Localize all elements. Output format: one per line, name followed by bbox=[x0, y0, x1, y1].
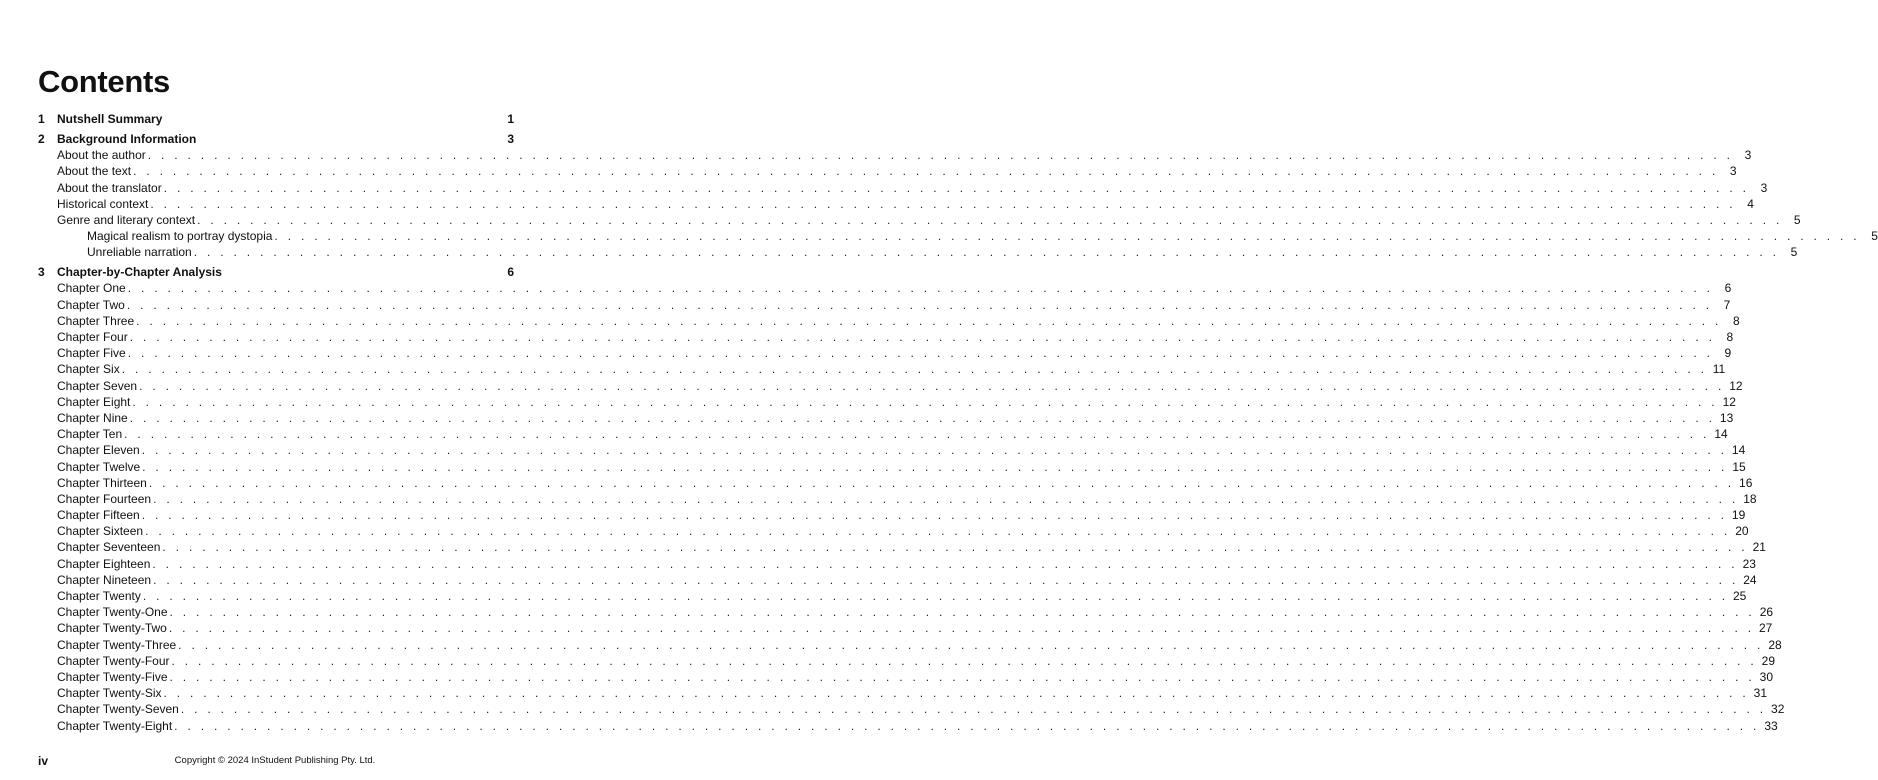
entry-page-number: 26 bbox=[1759, 605, 1774, 620]
toc-entry[interactable] bbox=[38, 588, 1747, 604]
entry-page-number: 24 bbox=[1743, 572, 1757, 587]
entry-title: Chapter Twenty-Five bbox=[57, 669, 168, 684]
toc-entry[interactable] bbox=[38, 475, 1753, 491]
entry-page-number: 29 bbox=[1761, 653, 1776, 668]
entry-page-number: 5 bbox=[1871, 229, 1878, 244]
dot-leader: . . . . . . . . . . . . . . . . . . . . . . . . . . . . . . . . . . . . . . . . . . . . . . . . . . . . . . . . . . . . . . . . . . . . . . . . . . . . . . . . . . . . . . . . . . . . . . . . . . . . . . . . . . . . . . . . . . . . . . . . bbox=[133, 164, 1719, 179]
dot-leader: . . . . . . . . . . . . . . . . . . . . . . . . . . . . . . . . . . . . . . . . . . . . . . . . . . . . . . . . . . . . . . . . . . . . . . . . . . . . . . . . . . . . . . . . . . . . . . . . . . . . . . . . . . . . . . . . . . . . . . . . bbox=[124, 427, 1710, 442]
entry-page-number: 31 bbox=[1753, 686, 1768, 701]
entry-page-number: 7 bbox=[1723, 297, 1731, 312]
section-number: 1 bbox=[38, 112, 45, 126]
dot-leader: . . . . . . . . . . . . . . . . . . . . . . . . . . . . . . . . . . . . . . . . . . . . . . . . . . . . . . . . . . . . . . . . . . . . . . . . . . . . . . . . . . . . . . . . . . . . . . . . . . . . . . . . . . . . . . . . . . . . . . . . bbox=[153, 572, 1739, 587]
dot-leader: . . . . . . . . . . . . . . . . . . . . . . . . . . . . . . . . . . . . . . . . . . . . . . . . . . . . . . . . . . . . . . . . . . . . . . . . . . . . . . . . . . . . . . . . . . . . . . . . . . . . . . . . . . . . . . . . . . . . . . . . bbox=[147, 148, 1734, 163]
copyright-notice: Copyright © 2024 InStudent Publishing Pty. Ltd. bbox=[174, 755, 376, 766]
entry-title: Chapter Twenty bbox=[57, 589, 141, 604]
toc-entry[interactable] bbox=[38, 556, 1756, 572]
toc-entry[interactable] bbox=[38, 620, 1773, 636]
entry-title: Chapter Eight bbox=[57, 394, 131, 409]
entry-title: Chapter Seven bbox=[57, 378, 138, 393]
entry-title: Chapter Sixteen bbox=[57, 524, 144, 539]
entry-page-number: 3 bbox=[1760, 180, 1768, 195]
entry-title: About the author bbox=[57, 148, 146, 163]
dot-leader: . . . . . . . . . . . . . . . . . . . . . . . . . . . . . . . . . . . . . . . . . . . . . . . . . . . . . . . . . . . . . . . . . . . . . . . . . . . . . . . . . . . . . . . . . . . . . . . . . . . . . . . . . . . . . . . . . . . . . . . . bbox=[152, 556, 1738, 571]
dot-leader: . . . . . . . . . . . . . . . . . . . . . . . . . . . . . . . . . . . . . . . . . . . . . . . . . . . . . . . . . . . . . . . . . . . . . . . . . . . . . . . . . . . . . . . . . . . . . . . . . . . . . . . . . . . . . . . . . . . . . . . . bbox=[163, 686, 1750, 701]
entry-page-number: 3 bbox=[1744, 148, 1752, 163]
entry-page-number: 16 bbox=[1739, 475, 1753, 490]
toc-entry[interactable] bbox=[38, 426, 1728, 442]
entry-title: Chapter Twenty-Two bbox=[57, 621, 167, 636]
entry-page-number: 21 bbox=[1752, 540, 1766, 555]
toc-entry[interactable] bbox=[38, 653, 1776, 669]
dot-leader: . . . . . . . . . . . . . . . . . . . . . . . . . . . . . . . . . . . . . . . . . . . . . . . . . . . . . . . . . . . . . . . . . . . . . . . . . . . . . . . . . . . . . . . . . . . . . . . . . . . . . . . . . . . . . . . . . . . . . . . . bbox=[141, 443, 1728, 458]
toc-entry[interactable] bbox=[38, 345, 1732, 361]
entry-page-number: 9 bbox=[1724, 346, 1732, 361]
entry-page-number: 18 bbox=[1743, 491, 1757, 506]
dot-leader: . . . . . . . . . . . . . . . . . . . . . . . . . . . . . . . . . . . . . . . . . . . . . . . . . . . . . . . . . . . . . . . . . . . . . . . . . . . . . . . . . . . . . . . . . . . . . . . . . . . . . . . . . . . . . . . . . . . . . . . . bbox=[150, 196, 1736, 211]
entry-title: Chapter Twenty-Four bbox=[57, 653, 170, 668]
toc-entry[interactable] bbox=[38, 701, 1785, 717]
dot-leader: . . . . . . . . . . . . . . . . . . . . . . . . . . . . . . . . . . . . . . . . . . . . . . . . . . . . . . . . . . . . . . . . . . . . . . . . . . . . . . . . . . . . . . . . . . . . . . . . . . . . . . . . . . . . . . . . . . . . . . . . bbox=[129, 330, 1716, 345]
dot-leader: . . . . . . . . . . . . . . . . . . . . . . . . . . . . . . . . . . . . . . . . . . . . . . . . . . . . . . . . . . . . . . . . . . . . . . . . . . . . . . . . . . . . . . . . . . . . . . . . . . . . . . . . . . . . . . . . . . . . . . . . bbox=[127, 346, 1714, 361]
toc-entry[interactable] bbox=[38, 637, 1782, 653]
toc-entry[interactable] bbox=[38, 212, 1801, 228]
section-page-number: 3 bbox=[507, 131, 514, 146]
dot-leader: . . . . . . . . . . . . . . . . . . . . . . . . . . . . . . . . . . . . . . . . . . . . . . . . . . . . . . . . . . . . . . . . . . . . . . . . . . . . . . . . . . . . . . . . . . . . . . . . . . . . . . . . . . . . . . . . . . . . . . . . bbox=[193, 245, 1780, 260]
entry-title: Genre and literary context bbox=[57, 212, 196, 227]
entry-page-number: 12 bbox=[1729, 378, 1743, 393]
dot-leader: . . . . . . . . . . . . . . . . . . . . . . . . . . . . . . . . . . . . . . . . . . . . . . . . . . . . . . . . . . . . . . . . . . . . . . . . . . . . . . . . . . . . . . . . . . . . . . . . . . . . . . . . . . . . . . . . . . . . . . . . bbox=[169, 669, 1756, 684]
entry-title: Chapter Seventeen bbox=[57, 540, 161, 555]
dot-leader: . . . . . . . . . . . . . . . . . . . . . . . . . . . . . . . . . . . . . . . . . . . . . . . . . . . . . . . . . . . . . . . . . . . . . . . . . . . . . . . . . . . . . . . . . . . . . . . . . . . . . . . . . . . . . . . . . . . . . . . . bbox=[136, 313, 1722, 328]
toc-entry[interactable] bbox=[38, 180, 1768, 196]
entry-title: Chapter Eleven bbox=[57, 443, 140, 458]
page-title: Contents bbox=[38, 64, 170, 99]
section-number: 3 bbox=[38, 265, 45, 280]
dot-leader: . . . . . . . . . . . . . . . . . . . . . . . . . . . . . . . . . . . . . . . . . . . . . . . . . . . . . . . . . . . . . . . . . . . . . . . . . . . . . . . . . . . . . . . . . . . . . . . . . . . . . . . . . . . . . . . . . . . . . . . . bbox=[127, 281, 1714, 296]
toc-entry[interactable] bbox=[38, 718, 1778, 734]
dot-leader: . . . . . . . . . . . . . . . . . . . . . . . . . . . . . . . . . . . . . . . . . . . . . . . . . . . . . . . . . . . . . . . . . . . . . . . . . . . . . . . . . . . . . . . . . . . . . . . . . . . . . . . . . . . . . . . . . . . . . . . . bbox=[163, 180, 1750, 195]
entry-title: Chapter Ten bbox=[57, 427, 123, 442]
entry-title: Chapter Nine bbox=[57, 410, 128, 425]
toc-subentry[interactable] bbox=[38, 228, 1878, 244]
toc-entry[interactable] bbox=[38, 147, 1752, 163]
toc-section-heading[interactable] bbox=[38, 111, 514, 127]
entry-page-number: 27 bbox=[1759, 621, 1773, 636]
dot-leader: . . . . . . . . . . . . . . . . . . . . . . . . . . . . . . . . . . . . . . . . . . . . . . . . . . . . . . . . . . . . . . . . . . . . . . . . . . . . . . . . . . . . . . . . . . . . . . . . . . . . . . . . . . . . . . . . . . . . . . . . bbox=[145, 524, 1731, 539]
entry-title: Chapter One bbox=[57, 281, 126, 296]
entry-page-number: 23 bbox=[1742, 556, 1756, 571]
dot-leader: . . . . . . . . . . . . . . . . . . . . . . . . . . . . . . . . . . . . . . . . . . . . . . . . . . . . . . . . . . . . . . . . . . . . . . . . . . . . . . . . . . . . . . . . . . . . . . . . . . . . . . . . . . . . . . . . . . . . . . . . bbox=[121, 362, 1708, 377]
toc-subentry[interactable] bbox=[38, 244, 1798, 260]
toc-entry[interactable] bbox=[38, 539, 1766, 555]
entry-title: Chapter Twenty-Seven bbox=[57, 702, 179, 717]
entry-page-number: 28 bbox=[1768, 637, 1782, 652]
toc-entry[interactable] bbox=[38, 196, 1754, 212]
toc-entry[interactable] bbox=[38, 669, 1774, 685]
entry-title: Chapter Four bbox=[57, 330, 128, 345]
entry-title: Chapter Five bbox=[57, 346, 126, 361]
toc-entry[interactable] bbox=[38, 313, 1740, 329]
entry-title: Historical context bbox=[57, 196, 149, 211]
page-footer bbox=[0, 754, 550, 770]
entry-title: About the text bbox=[57, 164, 132, 179]
entry-title: Chapter Fourteen bbox=[57, 491, 152, 506]
entry-page-number: 5 bbox=[1790, 245, 1798, 260]
entry-page-number: 3 bbox=[1729, 164, 1737, 179]
dot-leader: . . . . . . . . . . . . . . . . . . . . . . . . . . . . . . . . . . . . . . . . . . . . . . . . . . . . . . . . . . . . . . . . . . . . . . . . . . . . . . . . . . . . . . . . . . . . . . . . . . . . . . . . . . . . . . . . . . . . . . . . bbox=[197, 212, 1783, 227]
toc-entry[interactable] bbox=[38, 163, 1737, 179]
entry-title: Magical realism to portray dystopia bbox=[87, 229, 273, 244]
toc-entry[interactable] bbox=[38, 410, 1734, 426]
dot-leader: . . . . . . . . . . . . . . . . . . . . . . . . . . . . . . . . . . . . . . . . . . . . . . . . . . . . . . . . . . . . . . . . . . . . . . . . . . . . . . . . . . . . . . . . . . . . . . . . . . . . . . . . . . . . . . . . . . . . . . . . bbox=[139, 378, 1725, 393]
entry-title: Chapter Thirteen bbox=[57, 475, 147, 490]
section-number: 2 bbox=[38, 131, 45, 146]
entry-title: Chapter Nineteen bbox=[57, 572, 152, 587]
toc-section-heading[interactable] bbox=[38, 264, 514, 280]
entry-page-number: 15 bbox=[1732, 459, 1746, 474]
entry-title: Chapter Six bbox=[57, 362, 120, 377]
toc-entry[interactable] bbox=[38, 378, 1743, 394]
dot-leader: . . . . . . . . . . . . . . . . . . . . . . . . . . . . . . . . . . . . . . . . . . . . . . . . . . . . . . . . . . . . . . . . . . . . . . . . . . . . . . . . . . . . . . . . . . . . . . . . . . . . . . . . . . . . . . . . . . . . . . . . bbox=[153, 491, 1739, 506]
dot-leader: . . . . . . . . . . . . . . . . . . . . . . . . . . . . . . . . . . . . . . . . . . . . . . . . . . . . . . . . . . . . . . . . . . . . . . . . . . . . . . . . . . . . . . . . . . . . . . . . . . . . . . . . . . . . . . . . . . . . . . . . bbox=[126, 297, 1713, 312]
toc-entry[interactable] bbox=[38, 442, 1746, 458]
entry-title: Chapter Twenty-Eight bbox=[57, 718, 173, 733]
section-title: Nutshell Summary bbox=[57, 112, 163, 126]
dot-leader: . . . . . . . . . . . . . . . . . . . . . . . . . . . . . . . . . . . . . . . . . . . . . . . . . . . . . . . . . . . . . . . . . . . . . . . . . . . . . . . . . . . . . . . . . . . . . . . . . . . . . . . . . . . . . . . . . . . . . . . . bbox=[180, 702, 1767, 717]
entry-title: Chapter Three bbox=[57, 313, 135, 328]
toc-section-heading[interactable] bbox=[38, 131, 514, 147]
toc-entry[interactable] bbox=[38, 394, 1736, 410]
entry-page-number: 33 bbox=[1764, 718, 1778, 733]
dot-leader: . . . . . . . . . . . . . . . . . . . . . . . . . . . . . . . . . . . . . . . . . . . . . . . . . . . . . . . . . . . . . . . . . . . . . . . . . . . . . . . . . . . . . . . . . . . . . . . . . . . . . . . . . . . . . . . . . . . . . . . . bbox=[142, 459, 1728, 474]
entry-title: Chapter Two bbox=[57, 297, 125, 312]
toc-entry[interactable] bbox=[38, 685, 1768, 701]
dot-leader: . . . . . . . . . . . . . . . . . . . . . . . . . . . . . . . . . . . . . . . . . . . . . . . . . . . . . . . . . . . . . . . . . . . . . . . . . . . . . . . . . . . . . . . . . . . . . . . . . . . . . . . . . . . . . . . . . . . . . . . . bbox=[178, 637, 1764, 652]
toc-entry[interactable] bbox=[38, 507, 1746, 523]
table-of-contents bbox=[38, 111, 1878, 734]
dot-leader: . . . . . . . . . . . . . . . . . . . . . . . . . . . . . . . . . . . . . . . . . . . . . . . . . . . . . . . . . . . . . . . . . . . . . . . . . . . . . . . . . . . . . . . . . . . . . . . . . . . . . . . . . . . . . . . . . . . . . . . . bbox=[162, 540, 1748, 555]
page-folio: iv bbox=[38, 754, 49, 768]
toc-entry[interactable] bbox=[38, 491, 1757, 507]
entry-title: Chapter Twelve bbox=[57, 459, 141, 474]
entry-page-number: 32 bbox=[1771, 702, 1785, 717]
toc-entry[interactable] bbox=[38, 572, 1757, 588]
entry-page-number: 14 bbox=[1714, 427, 1728, 442]
dot-leader: . . . . . . . . . . . . . . . . . . . . . . . . . . . . . . . . . . . . . . . . . . . . . . . . . . . . . . . . . . . . . . . . . . . . . . . . . . . . . . . . . . . . . . . . . . . . . . . . . . . . . . . . . . . . . . . . . . . . . . . . bbox=[168, 621, 1755, 636]
dot-leader: . . . . . . . . . . . . . . . . . . . . . . . . . . . . . . . . . . . . . . . . . . . . . . . . . . . . . . . . . . . . . . . . . . . . . . . . . . . . . . . . . . . . . . . . . . . . . . . . . . . . . . . . . . . . . . . . . . . . . . . . bbox=[141, 508, 1728, 523]
entry-page-number: 20 bbox=[1735, 524, 1749, 539]
section-page-number: 1 bbox=[507, 112, 514, 126]
dot-leader: . . . . . . . . . . . . . . . . . . . . . . . . . . . . . . . . . . . . . . . . . . . . . . . . . . . . . . . . . . . . . . . . . . . . . . . . . . . . . . . . . . . . . . . . . . . . . . . . . . . . . . . . . . . . . . . . . . . . . . . . bbox=[274, 229, 1860, 244]
toc-entry[interactable] bbox=[38, 329, 1734, 345]
dot-leader: . . . . . . . . . . . . . . . . . . . . . . . . . . . . . . . . . . . . . . . . . . . . . . . . . . . . . . . . . . . . . . . . . . . . . . . . . . . . . . . . . . . . . . . . . . . . . . . . . . . . . . . . . . . . . . . . . . . . . . . . bbox=[142, 589, 1729, 604]
toc-entry[interactable] bbox=[38, 361, 1726, 377]
entry-page-number: 30 bbox=[1759, 669, 1774, 684]
dot-leader: . . . . . . . . . . . . . . . . . . . . . . . . . . . . . . . . . . . . . . . . . . . . . . . . . . . . . . . . . . . . . . . . . . . . . . . . . . . . . . . . . . . . . . . . . . . . . . . . . . . . . . . . . . . . . . . . . . . . . . . . bbox=[169, 605, 1756, 620]
section-title: Chapter-by-Chapter Analysis bbox=[57, 265, 222, 280]
toc-entry[interactable] bbox=[38, 297, 1731, 313]
entry-page-number: 11 bbox=[1712, 362, 1726, 377]
section-page-number: 6 bbox=[507, 265, 514, 280]
entry-title: Chapter Twenty-Three bbox=[57, 637, 177, 652]
toc-entry[interactable] bbox=[38, 280, 1732, 296]
entry-title: About the translator bbox=[57, 180, 162, 195]
dot-leader: . . . . . . . . . . . . . . . . . . . . . . . . . . . . . . . . . . . . . . . . . . . . . . . . . . . . . . . . . . . . . . . . . . . . . . . . . . . . . . . . . . . . . . . . . . . . . . . . . . . . . . . . . . . . . . . . . . . . . . . . bbox=[171, 653, 1758, 668]
entry-title: Chapter Eighteen bbox=[57, 556, 151, 571]
entry-page-number: 4 bbox=[1747, 196, 1754, 211]
entry-title: Chapter Twenty-Six bbox=[57, 686, 162, 701]
entry-page-number: 25 bbox=[1733, 589, 1747, 604]
entry-page-number: 14 bbox=[1731, 443, 1746, 458]
entry-title: Chapter Twenty-One bbox=[57, 605, 168, 620]
entry-page-number: 5 bbox=[1793, 212, 1801, 227]
entry-page-number: 19 bbox=[1731, 508, 1746, 523]
entry-title: Chapter Fifteen bbox=[57, 508, 140, 523]
entry-title: Unreliable narration bbox=[87, 245, 192, 260]
entry-page-number: 12 bbox=[1722, 394, 1736, 409]
entry-page-number: 6 bbox=[1724, 281, 1732, 296]
toc-entry[interactable] bbox=[38, 604, 1774, 620]
dot-leader: . . . . . . . . . . . . . . . . . . . . . . . . . . . . . . . . . . . . . . . . . . . . . . . . . . . . . . . . . . . . . . . . . . . . . . . . . . . . . . . . . . . . . . . . . . . . . . . . . . . . . . . . . . . . . . . . . . . . . . . . bbox=[129, 410, 1716, 425]
dot-leader: . . . . . . . . . . . . . . . . . . . . . . . . . . . . . . . . . . . . . . . . . . . . . . . . . . . . . . . . . . . . . . . . . . . . . . . . . . . . . . . . . . . . . . . . . . . . . . . . . . . . . . . . . . . . . . . . . . . . . . . . bbox=[148, 475, 1735, 490]
section-title: Background Information bbox=[57, 131, 197, 146]
entry-page-number: 8 bbox=[1733, 313, 1740, 328]
entry-page-number: 8 bbox=[1726, 330, 1734, 345]
dot-leader: . . . . . . . . . . . . . . . . . . . . . . . . . . . . . . . . . . . . . . . . . . . . . . . . . . . . . . . . . . . . . . . . . . . . . . . . . . . . . . . . . . . . . . . . . . . . . . . . . . . . . . . . . . . . . . . . . . . . . . . . bbox=[174, 718, 1760, 733]
toc-entry[interactable] bbox=[38, 459, 1746, 475]
dot-leader: . . . . . . . . . . . . . . . . . . . . . . . . . . . . . . . . . . . . . . . . . . . . . . . . . . . . . . . . . . . . . . . . . . . . . . . . . . . . . . . . . . . . . . . . . . . . . . . . . . . . . . . . . . . . . . . . . . . . . . . . bbox=[132, 394, 1718, 409]
entry-page-number: 13 bbox=[1719, 410, 1734, 425]
toc-entry[interactable] bbox=[38, 523, 1749, 539]
